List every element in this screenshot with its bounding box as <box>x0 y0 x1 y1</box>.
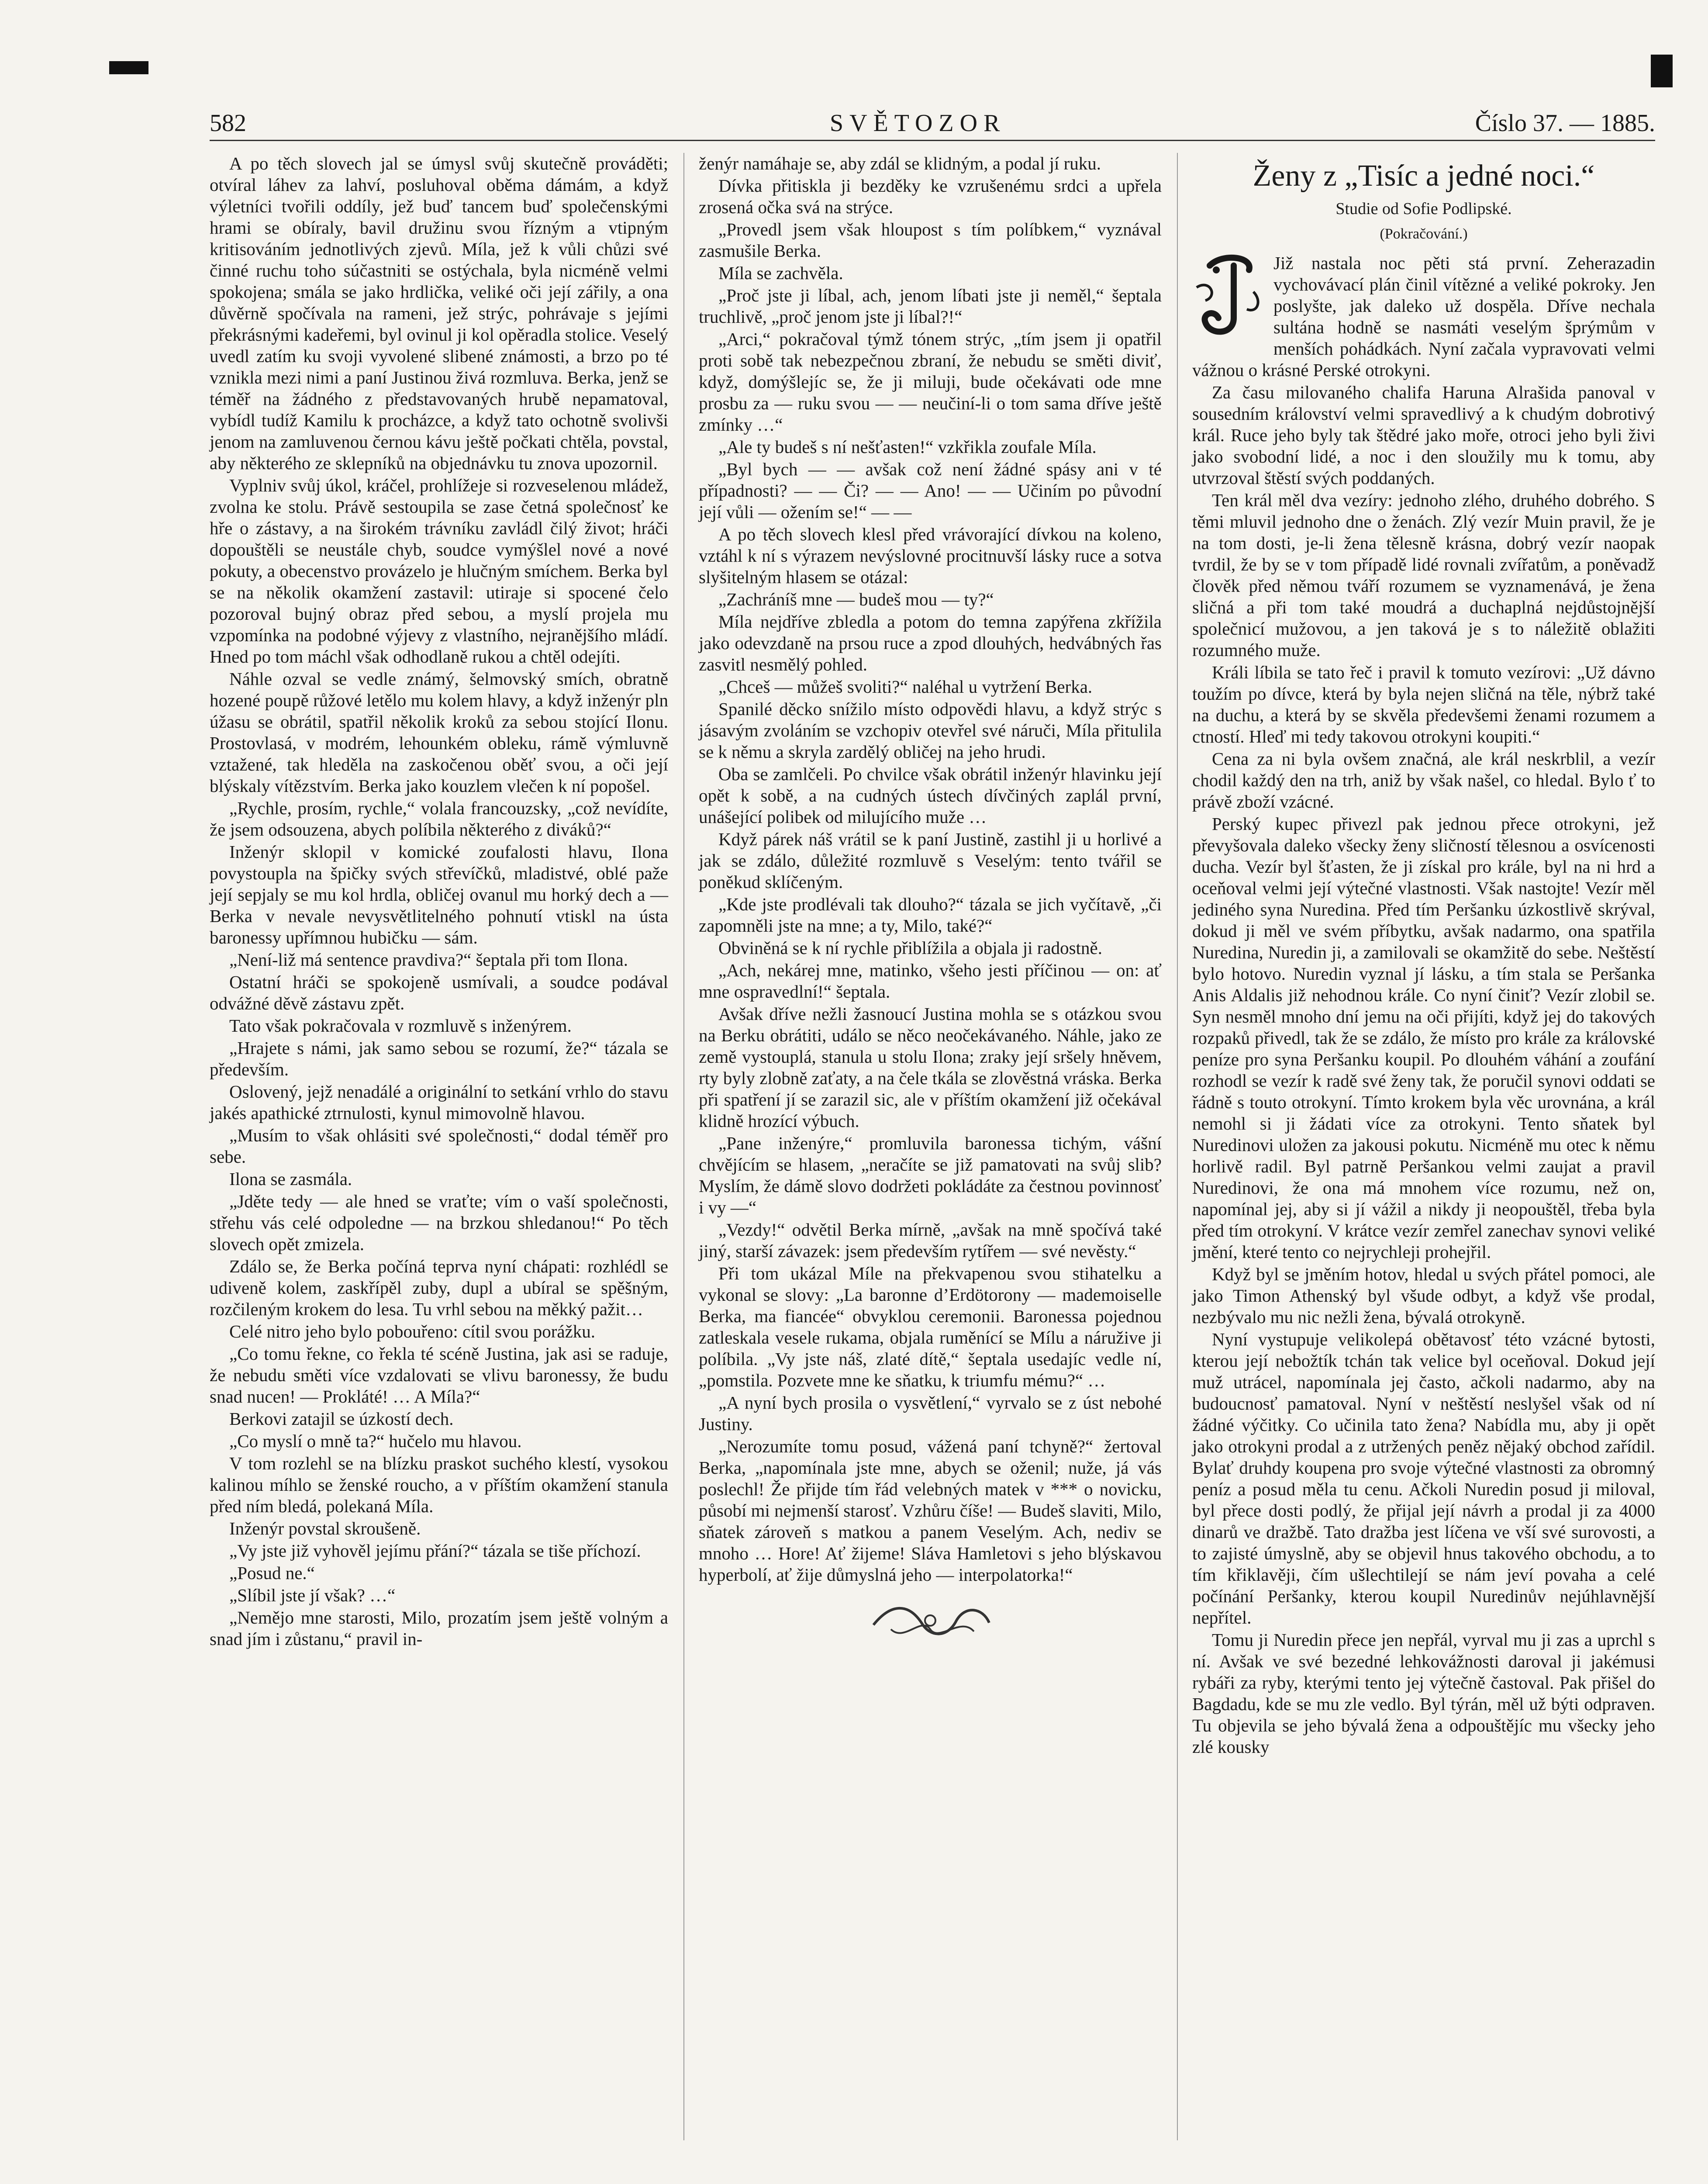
paragraph: Králi líbila se tato řeč i pravil k tomuto vezírovi: „Už dávno toužím po dívce, která by byla nejen sličná na těle, nýbrž také na duchu, a která by se skvěla předevšemi ženami rozumem a ctností. Hleď mi tedy takovou otrokyni koupiti.“ <box>1192 662 1655 746</box>
paragraph: Míla se zachvěla. <box>718 263 843 283</box>
paragraph: A po těch slovech klesl před vrávorající dívkou na koleno, vztáhl k ní s výrazem nevýslovné procitnuvší lásky ruce a sotva slyšitelným hlasem se otázal: <box>699 524 1162 587</box>
paragraph: „Proč jste ji líbal, ach, jenom líbati jste ji neměl,“ šeptala truchlivě, „proč jenom jste ji líbal?!“ <box>699 285 1162 327</box>
paragraph: „Co tomu řekne, co řekla té scéně Justina, jak asi se raduje, že nebudu směti více vzdalovati se vlivu baronessy, že budu snad nucen! — Prokláté! … A Míla?“ <box>210 1344 668 1406</box>
paragraph: „Ale ty budeš s ní nešťasten!“ vzkřikla zoufale Míla. <box>718 437 1097 457</box>
page-header <box>210 109 1655 144</box>
paragraph: Cena za ni byla ovšem značná, ale král neskrblil, a vezír chodil každý den na trh, aniž by však našel, co hledal. Bylo ť to právě zboží vzácné. <box>1192 749 1655 812</box>
column-1 <box>210 153 668 1651</box>
continuation-note: (Pokračování.) <box>1380 226 1468 242</box>
page-number: 582 <box>210 110 246 137</box>
paragraph: Tato však pokračovala v rozmluvě s inženýrem. <box>229 1016 572 1036</box>
paragraph: „Nerozumíte tomu posud, vážená paní tchyně?“ žertoval Berka, „napomínala jste mne, abych se oženil; nuže, já vás poslechl! Že přijde tím řád velebných matek v *** o novicku, působí mi nejmenší starosť. Vzhůru číše! — Budeš slaviti, Milo, sňatek zároveň s matkou a panem Veselým. Ach, nediv se mnoho … Hore! Ať žijeme! Sláva Hamletovi s jeho blýskavou hyperbolí, ať žije důmyslná jeho — interpolatorka!“ <box>699 1436 1162 1585</box>
column-2 <box>699 153 1162 1647</box>
column-divider <box>1177 153 1178 2140</box>
paragraph: Celé nitro jeho bylo pobouřeno: cítil svou porážku. <box>229 1321 596 1341</box>
paragraph: „Posud ne.“ <box>229 1563 315 1583</box>
paragraph: Nyní vystupuje velikolepá obětavosť této vzácné bytosti, kterou její nebožtík tchán tak velice byl oceňoval. Dokud její muž utrácel, napomínala jej často, ačkoli nadarmo, aby na budoucnosť pamatoval. Nyní v neštěstí neslyšel však od ní žádné výčitky. Co učinila tato žena? Nabídla mu, aby ji opět jako otrokyni prodal a z utržených peněz nějaký obchod zařídil. Bylať druhdy koupena pro svoje výtečné vlastnosti za obromný peníz a posud měla tu cenu. Ačkoli Nuredin posud ji miloval, byl přece dosti podlý, že přijal její návrh a prodal ji za 4000 dinarů ve dražbě. Tato dražba jest líčena ve vší své surovosti, a to zajisté úmyslně, aby se objevil hnus takového obchodu, a to tím křiklavěji, čím ušlechtilejí se nám jeví povaha a celé počínání Peršanky, kterou koupil Nuredinův nejúhlavnější nepřítel. <box>1192 1329 1655 1628</box>
header-rule <box>210 140 1655 141</box>
paragraph: Berkovi zatajil se úzkostí dech. <box>229 1409 454 1429</box>
paragraph: Oslovený, jejž nenadálé a originální to setkání vrhlo do stavu jakés apathické ztrnulosti, kynul mimovolně hlavou. <box>210 1082 668 1123</box>
paragraph: „Hrajete s námi, jak samo sebou se rozumí, že?“ tázala se především. <box>210 1038 668 1079</box>
paragraph: „Vezdy!“ odvětil Berka mírně, „avšak na mně spočívá také jiný, starší závazek: jsem především rytířem — své nevěsty.“ <box>699 1220 1162 1261</box>
paragraph: „A nyní bych prosila o vysvětlení,“ vyrvalo se z úst nebohé Justiny. <box>699 1393 1162 1434</box>
paragraph: Již nastala noc pěti stá první. Zeherazadin vychovávací plán činil vítězné a veliké pokroky. Jen poslyšte, jak daleko už dospěla. Dříve nechala sultána hodně se nasmáti veselým šprýmům v menších pohádkách. Nyní začala vypravovati velmi vážnou o krásné Perské otrokyni. <box>1192 253 1655 380</box>
paragraph: Avšak dříve nežli žasnoucí Justina mohla se s otázkou svou na Berku obrátiti, událo se něco neočekávaného. Náhle, jako ze země vystouplá, stanula u stolu Ilona; zraky její sršely hněvem, rty byly zlobně zaťaty, a na čele tkála se zlověstná vráska. Berka při spatření jí se zarazil sic, ale v příštím okamžení již očekával klidně hrozící výbuch. <box>699 1004 1162 1131</box>
paragraph: Když párek náš vrátil se k paní Justině, zastihl ji u horlivé a jak se zdálo, důležité rozmluvě s Veselým: tento tvářil se poněkud sklíčeným. <box>699 829 1162 892</box>
scan-edge-mark <box>1651 55 1673 87</box>
paragraph: Spanilé děcko snížilo místo odpovědi hlavu, a když strýc s jásavým zvoláním se vzchopiv otevřel své náruči, Míla přitulila se k němu a skryla zardělý obličej na jeho hrudi. <box>699 699 1162 762</box>
paragraph: Při tom ukázal Míle na překvapenou svou stihatelku a vykonal se slovy: „La baronne d’Erdötorony — mademoiselle Berka, ma fiancée“ obvyklou ceremonii. Baronessa pojednou zatleskala vesele rukama, objala ruměnící se Mílu a náružive ji políbila. „Vy jste náš, zlaté dítě,“ šeptala usedajíc vedle ní, „pomstila. Pozvete mne ke sňatku, k triumfu mému?“ … <box>699 1263 1162 1390</box>
paragraph: „Ach, nekárej mne, matinko, všeho jesti příčinou — on: ať mne ospravedlní!“ šeptala. <box>699 960 1162 1002</box>
article-title: Ženy z „Tisíc a jedné noci.“ <box>1253 159 1595 193</box>
paragraph: „Jděte tedy — ale hned se vraťte; vím o vaší společnosti, střehu vás celé odpoledne — na brzkou shledanou!“ Po těch slovech opět zmizela. <box>210 1191 668 1254</box>
paragraph: Míla nejdříve zbledla a potom do temna zapýřena zkřížila jako odevzdaně na prsou ruce a zpod dlouhých, hedvábných řas zasvitl nesmělý pohled. <box>699 612 1162 674</box>
paragraph: Dívka přitiskla ji bezděky ke vzrušenému srdci a upřela zrosená očka svá na strýce. <box>699 176 1162 217</box>
column-divider <box>683 153 684 2140</box>
paragraph: „Pane inženýre,“ promluvila baronessa tichým, vášní chvějícím se hlasem, „neračíte se již pamatovati na svůj slib? Myslím, že dámě slovo dodržeti pokládáte za čestnou povinnosť i vy —“ <box>699 1133 1162 1217</box>
paragraph: „Kde jste prodlévali tak dlouho?“ tázala se jich vyčítavě, „či zapomněli jste na mne; a ty, Milo, také?“ <box>699 894 1162 936</box>
scan-edge-mark <box>109 61 148 74</box>
article-byline: Studie od Sofie Podlipské. <box>1335 200 1512 218</box>
paragraph: Zdálo se, že Berka počíná teprva nyní chápati: rozhlédl se udiveně kolem, zaskřípěl zuby, dupl a ubíral se spěšným, rozčileným krokem do lesa. Tu vrhl sebou na měkký pažit… <box>210 1256 668 1319</box>
paragraph: „Rychle, prosím, rychle,“ volala francouzsky, „což nevídíte, že jsem odsouzena, abych políbila některého z diváků?“ <box>210 798 668 840</box>
paragraph: „Arci,“ pokračoval týmž tónem strýc, „tím jsem ji opatřil proti sobě tak nebezpečnou zbraní, že nebudu se směti diviť, když, domýšlejíc se, že ji miluji, bude očekávati ode mne prosbu za — ruku svou — — neučiní-li o tom sama dříve ještě zmínky …“ <box>699 329 1162 435</box>
paragraph: ženýr namáhaje se, aby zdál se klidným, a podal jí ruku. <box>699 153 1101 173</box>
paragraph: Inženýr povstal skroušeně. <box>229 1518 421 1538</box>
paragraph: Inženýr sklopil v komické zoufalosti hlavu, Ilona povystoupla na špičky svých střevíčků, mladistvé, oblé paže její sepjaly se mu kol hrdla, obličej ovanul mu horký dech a — Berka v nevale nevysvětlitelného pohnutí vtiskl na ústa baronessy upřímnou hubičku — sám. <box>210 842 668 947</box>
column-3 <box>1192 153 1655 1759</box>
paragraph: Náhle ozval se vedle známý, šelmovský smích, obratně hozené poupě růžové letělo mu kolem hlavy, a když inženýr pln úžasu se obrátil, spatřil několik kroků za sebou stojící Ilonu. Prostovlasá, v modrém, lehounkém obleku, rámě výmluvně vztažené, tak hleděla na zaskočenou oběť svou, a oči její blýskaly vítězstvím. Berka jako kouzlem vlečen k ní popošel. <box>210 669 668 796</box>
paragraph: Když byl se jměním hotov, hledal u svých přátel pomoci, ale jako Timon Athenský byl všude odbyt, a když vše prodal, nezbývalo mu nic nežli žena, bývalá otrokyně. <box>1192 1264 1655 1327</box>
paragraph: „Chceš — můžeš svoliti?“ naléhal u vytržení Berka. <box>718 677 1093 697</box>
paragraph: Tomu ji Nuredin přece jen nepřál, vyrval mu ji zas a uprchl s ní. Avšak ve své bezedné lehkovážnosti daroval ji jakémusi rybáři za ryby, kterými tento jej výtečně častoval. Pak přišel do Bagdadu, kde se mu zle vedlo. Byl týrán, měl už býti odpraven. Tu objevila se jeho bývalá žena a odpouštějíc mu všecky jeho zlé kousky <box>1192 1630 1655 1757</box>
paragraph: „Zachráníš mne — budeš mou — ty?“ <box>718 589 994 609</box>
paragraph: „Vy jste již vyhověl jejímu přání?“ tázala se tiše příchozí. <box>229 1541 641 1561</box>
paragraph: Vyplniv svůj úkol, kráčel, prohlížeje si rozveselenou mládež, zvolna ke stolu. Právě sestoupila se zase četná společnosť ke hře o zástavy, a na širokém trávníku zavládl čilý život; hráči dopouštěli se neustále chyb, soudce vymýšlel nové a nové pokuty, a obecenstvo provázelo je hlučným smíchem. Berka byl se na několik okamžení zastavil: utiraje si spocené čelo pozoroval bujný obraz před sebou, a myslí projela mu vzpomínka na podobné výjevy z vlastního, nejranějšího mládí. Hned po tom máchl však odhodlaně rukou a chtěl odejíti. <box>210 475 668 667</box>
paragraph: Ilona se zasmála. <box>229 1169 352 1189</box>
paragraph: Ostatní hráči se spokojeně usmívali, a soudce podával odvážné děvě zástavu zpět. <box>210 972 668 1013</box>
paragraph: „Není-liž má sentence pravdiva?“ šeptala při tom Ilona. <box>229 950 628 970</box>
paragraph: „Provedl jsem však hloupost s tím políbkem,“ vyznával zasmušile Berka. <box>699 219 1162 261</box>
paragraph: Oba se zamlčeli. Po chvilce však obrátil inženýr hlavinku její opět k sobě, a na cudných ústech dívčiných zaplál první, unášející polibek od milujícího muže … <box>699 764 1162 827</box>
paragraph: „Slíbil jste jí však? …“ <box>229 1585 396 1605</box>
paragraph: „Nemějo mne starosti, Milo, prozatím jsem ještě volným a snad jím i zůstanu,“ pravil in- <box>210 1607 668 1649</box>
paragraph: Obviněná se k ní rychle přiblížila a objala ji radostně. <box>718 938 1102 958</box>
paragraph: A po těch slovech jal se úmysl svůj skutečně prováděti; otvíral láhev za lahví, posluhoval oběma dámám, a když výletníci tvořili oddíly, jež buď tancem buď společenskými hrami se obíraly, bavil družinu svou řízným a vtipným kritisováním jednotlivých zjevů. Míla, jež k vůli chůzi své činné ruchu toho súčastniti se ostýchala, byla nicméně velmi spokojena; smála se jako hrdlička, veliké oči její zářily, a ona důvěrně spočívala na rameni, jež strýc, pohrávaje s jejími překrásnými kadeřemi, byl ovinul ji kol opěradla stolice. Veselý uvedl zatím ku svoji vyvolené slibené známosti, a brzo po té vznikla mezi nimi a paní Justinou živá rozmluva. Berka, jenž se téměř na žádného z představovaných hrubě nepamatoval, vybídl tudíž Kamilu k procházce, a když tato ochotně svolivši jenom na zamluvenou černou kávu ještě počkati chtěla, povstal, aby některého ze sklepníků na objednávku tu znova upozornil. <box>210 153 668 473</box>
paragraph: Za času milovaného chalifa Haruna Alrašida panoval v sousedním království velmi spravedlivý a k chudým dobrotivý král. Ruce jeho byly tak štědré jako moře, otroci jeho byli živi jako svobodní lidé, a noc i den sloužily mu k tomu, aby utvrzoval štěstí svých poddaných. <box>1192 382 1655 488</box>
paragraph: „Co myslí o mně ta?“ hučelo mu hlavou. <box>229 1431 522 1451</box>
paragraph: V tom rozlehl se na blízku praskot suchého klestí, vysokou kalinou míhlo se ženské roucho, a v příštím okamžení stanula před ním bledá, polekaná Míla. <box>210 1453 668 1516</box>
paragraph: Perský kupec přivezl pak jednou přece otrokyni, jež převyšovala daleko všecky ženy sličností tělesnou a osvícenosti ducha. Vezír byl šťasten, že ji získal pro krále, byl na ni hrd a oceňoval velmi její výtečné vlastnosti. Však nastojte! Vezír měl jediného syna Nuredina. Před tím Peršanku úzkostlivě skrýval, dokud ji měl ve svém příbytku, avšak nadarmo, ona spatřila Nuredina, Nuredin ji, a zamilovali se okamžitě do sebe. Neštěstí bylo hotovo. Nuredin vyznal jí lásku, a tím stala se Peršanka Anis Aldalis již nehodnou krále. Co nyní činiť? Vezír zlobil se. Syn nesměl mnoho dní jemu na oči přijíti, když jej do takových rozpaků přivedl, tak že se zdálo, že místo pro krále za královské peníze pro syna Peršanku koupil. Po dlouhém váhání a zoufání rozhodl se vezír k radě své ženy tak, že poručil synovi oddati se řádně s touto otrokyní. Tímto krokem byla věc urovnána, a král nemohl si ji žádati více za otrokyni. Tento sňatek byl Nuredinovi uložen za jakousi pokutu. Nicméně mu otec k němu horlivě radil. Byl patrně Peršankou velmi zaujat a pravil Nuredinovi, že ona má mnohem více rozumu, než on, napomínal jej, aby si jí vážil a nikdy ji neopouštěl, třeba byla před tím otrokyní. V krátce vezír zemřel zanechav synovi veliké jmění, které tento co nejrychleji prohejřil. <box>1192 814 1655 1262</box>
paragraph: Ten král měl dva vezíry: jednoho zlého, druhého dobrého. S těmi mluvil jednoho dne o ženách. Zlý vezír Muin pravil, že je na tom dosti, je-li žena tělesně krásna, dobrý vezír naopak tvrdil, že by se v tom případě lidé rovnali zvířatům, a poněvadž člověk před němou tváří rozumem se vyznamenává, je žena sličná a při tom také moudrá a duchaplná nejdůstojnější společnicí mužovou, a jen taková je s to náležitě oblažiti rozumného muže. <box>1192 490 1655 660</box>
paragraph: „Musím to však ohlásiti své společnosti,“ dodal téměř pro sebe. <box>210 1125 668 1167</box>
journal-title: SVĚTOZOR <box>830 110 1006 137</box>
paragraph: „Byl bych — — avšak což není žádné spásy ani v té případnosti? — — Či? — — Ano! — — Učiním po původní její vůli — ožením se!“ — — <box>699 459 1162 522</box>
issue-number: Číslo 37. — 1885. <box>1475 110 1655 137</box>
end-ornament-icon <box>865 1599 996 1647</box>
ornamental-initial-icon <box>1192 252 1266 340</box>
